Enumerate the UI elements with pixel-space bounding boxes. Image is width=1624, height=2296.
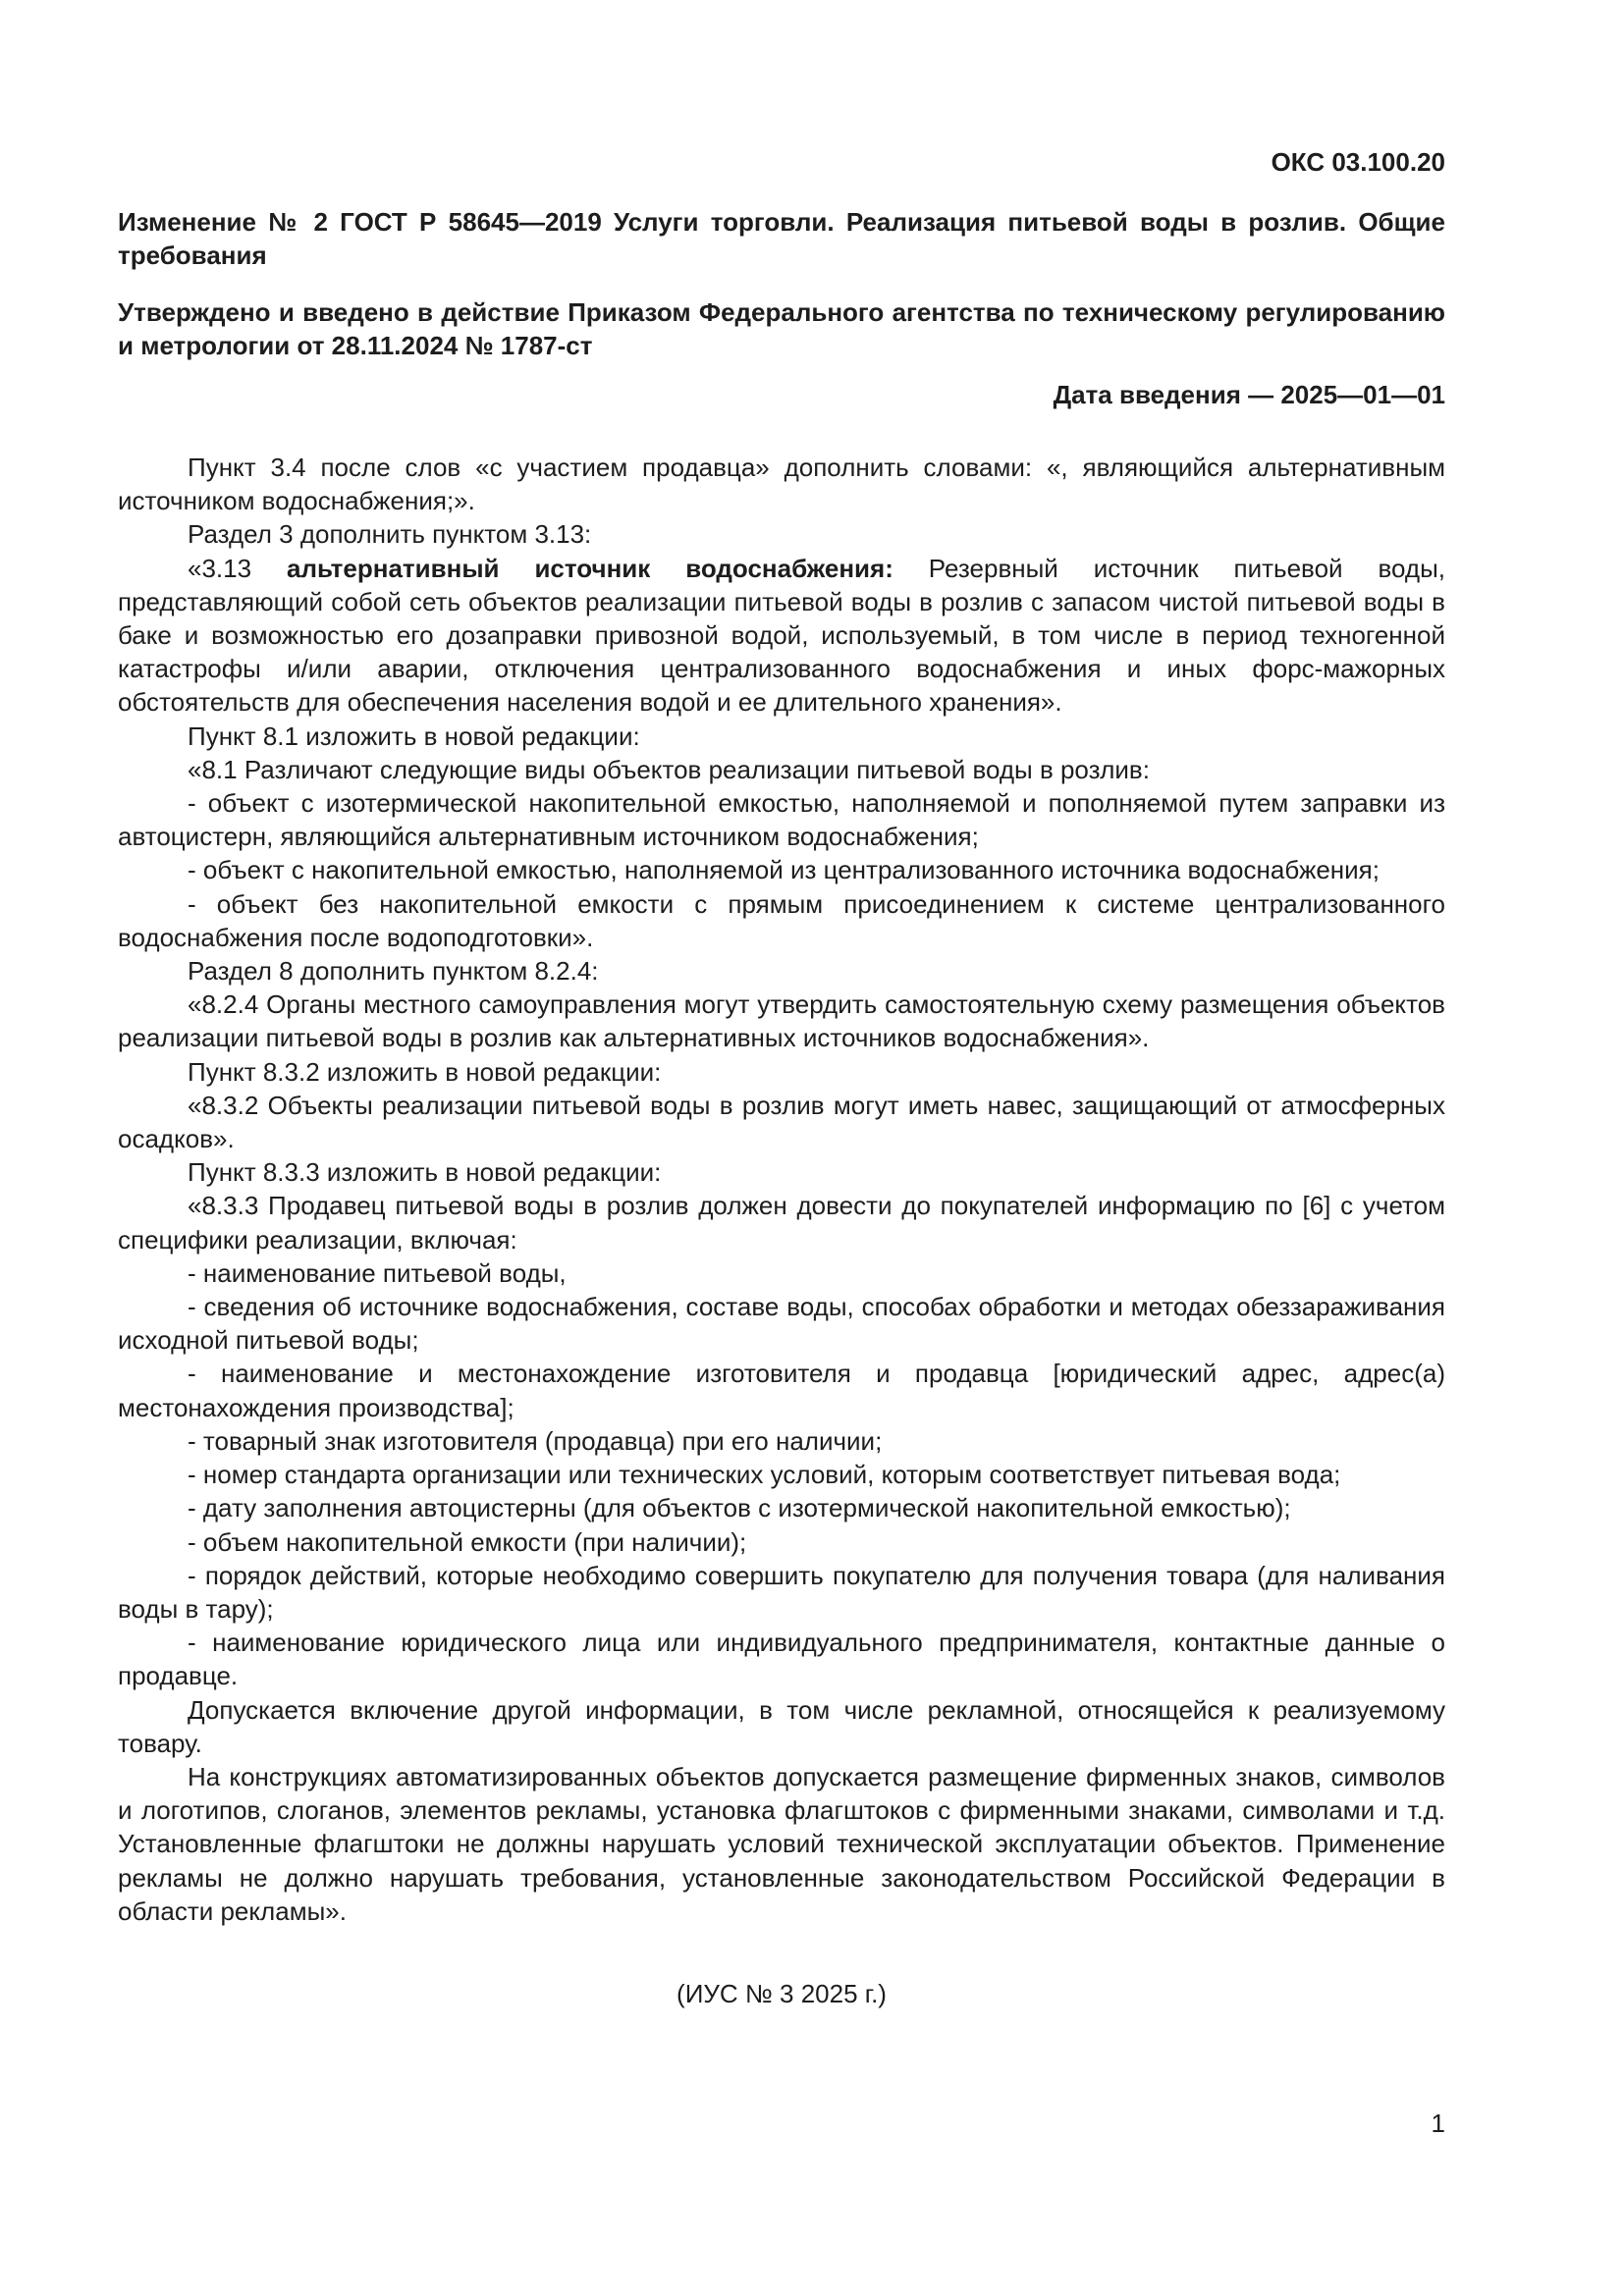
classification-code: ОКС 03.100.20 [1271, 147, 1445, 177]
effective-date: Дата введения — 2025—01—01 [1053, 380, 1445, 409]
paragraph: На конструкциях автоматизированных объектов допускается размещение фирменных знаков, символов и логотипов, слоганов, элементов рекламы, установка флагштоков с фирменными знаками, символами и т.д. Установленные флагштоки не должны нарушать условий технической эксплуатации объектов. Применение рекламы не должно нарушать требования, установленные законодательством Российской Федерации в области рекламы». [118, 1761, 1445, 1926]
list-item: - дату заполнения автоцистерны (для объектов с изотермической накопительной емкостью); [188, 1493, 1291, 1523]
definition-text: Резервный источник питьевой воды, представляющий собой сеть объектов реализации питьевой воды в розлив с запасом чистой питьевой воды в баке и возможностью его дозаправки привозной водой, используемый, в том числе в период техногенной катастрофы и/или аварии, отключения централизованного водоснабжения и иных форс-мажорных обстоятельств для обеспечения населения водой и ее длительного хранения». [118, 553, 1445, 718]
ius-reference: (ИУС № 3 2025 г.) [677, 1978, 887, 2008]
paragraph: «8.3.2 Объекты реализации питьевой воды в розлив могут иметь навес, защищающий от атмосферных осадков». [118, 1090, 1445, 1154]
list-item: - номер стандарта организации или технических условий, которым соответствует питьевая вода; [188, 1460, 1341, 1490]
paragraph: Раздел 3 дополнить пунктом 3.13: [188, 519, 592, 550]
list-item: - сведения об источнике водоснабжения, составе воды, способах обработки и методах обеззараживания исходной питьевой воды; [118, 1292, 1445, 1356]
paragraph: Пункт 8.1 изложить в новой редакции: [188, 721, 640, 751]
paragraph-definition [118, 552, 1445, 720]
paragraph: Раздел 8 дополнить пунктом 8.2.4: [188, 956, 599, 987]
list-item: - объем накопительной емкости (при наличии); [188, 1526, 747, 1557]
list-item: - порядок действий, которые необходимо совершить покупателю для получения товара (для наливания воды в тару); [118, 1560, 1445, 1624]
definition-number: «3.13 [188, 553, 287, 583]
paragraph: «8.2.4 Органы местного самоуправления могут утвердить самостоятельную схему размещения объектов реализации питьевой воды в розлив как альтернативных источников водоснабжения». [118, 989, 1445, 1053]
paragraph: Пункт 8.3.2 изложить в новой редакции: [188, 1056, 662, 1087]
page-number: 1 [1431, 2109, 1445, 2138]
list-item: - наименование и местонахождение изготовителя и продавца [юридический адрес, адрес(а) местонахождения производства]; [118, 1359, 1445, 1422]
paragraph: Допускается включение другой информации, в том числе рекламной, относящейся к реализуемому товару. [118, 1694, 1445, 1758]
list-item: - объект с изотермической накопительной емкостью, наполняемой и пополняемой путем заправки из автоцистерн, являющийся альтернативным источником водоснабжения; [118, 788, 1445, 852]
list-item: - объект без накопительной емкости с прямым присоединением к системе централизованного водоснабжения после водоподготовки». [118, 888, 1445, 952]
document-page [118, 147, 1445, 2009]
list-item: - наименование питьевой воды, [188, 1257, 567, 1288]
list-item: - объект с накопительной емкостью, наполняемой из централизованного источника водоснабжения; [188, 855, 1380, 885]
approval-statement: Утверждено и введено в действие Приказом Федерального агентства по техническому регулированию и метрологии от 28.11.2024 № 1787-ст [118, 297, 1445, 360]
paragraph: Пункт 3.4 после слов «с участием продавца» дополнить словами: «, являющийся альтернативным источником водоснабжения;». [118, 453, 1445, 516]
paragraph: «8.1 Различают следующие виды объектов реализации питьевой воды в розлив: [188, 754, 1150, 784]
definition-term: альтернативный источник водоснабжения: [287, 553, 893, 583]
list-item: - наименование юридического лица или индивидуального предпринимателя, контактные данные о продавце. [118, 1628, 1445, 1691]
paragraph: «8.3.3 Продавец питьевой воды в розлив должен довести до покупателей информацию по [6] с учетом специфики реализации, включая: [118, 1191, 1445, 1255]
document-title: Изменение № 2 ГОСТ Р 58645—2019 Услуги торговли. Реализация питьевой воды в розлив. Общие требования [118, 207, 1445, 270]
paragraph: Пункт 8.3.3 изложить в новой редакции: [188, 1157, 662, 1188]
document-body [118, 451, 1445, 1928]
list-item: - товарный знак изготовителя (продавца) при его наличии; [188, 1425, 883, 1456]
